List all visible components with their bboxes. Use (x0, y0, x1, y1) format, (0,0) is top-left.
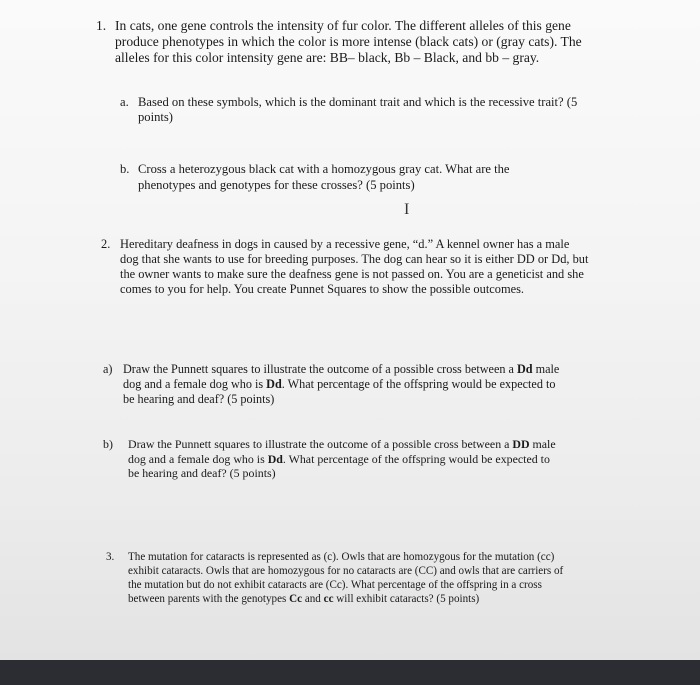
question-1-text: In cats, one gene controls the intensity of fur color. The different alleles of this gene produce phenotypes in which the color is more intense (black cats) or (gray cats). The alleles for this color intensity gene are: BB– black, Bb – Black, and bb – gray. (115, 18, 582, 66)
question-2b-label: b) (103, 437, 113, 451)
question-2b-genotype-2: Dd (267, 451, 283, 466)
question-1a-text: Based on these symbols, which is the dominant trait and which is the recessive trait? (5 points) (138, 95, 578, 124)
question-2b-text-part-2: male dog and a female dog who is (128, 437, 556, 466)
question-2a-text-part-1: Draw the Punnett squares to illustrate the outcome of a possible cross between a (123, 362, 517, 376)
question-2a (103, 362, 563, 406)
question-2b-text (128, 437, 563, 481)
question-1b-label: b. (120, 162, 130, 176)
question-3 (106, 551, 571, 607)
question-3-genotype-2: cc (323, 592, 334, 605)
question-1b-text: Cross a heterozygous black cat with a homozygous gray cat. What are the phenotypes and genotypes for these crosses? (5 points) (138, 162, 510, 192)
question-2b (103, 437, 563, 481)
question-2 (101, 237, 591, 297)
question-3-text-part-3: will exhibit cataracts? (5 points) (333, 592, 480, 605)
question-2a-genotype-1: Dd (516, 362, 533, 376)
question-2a-label: a) (103, 362, 113, 376)
question-2b-text-part-1: Draw the Punnett squares to illustrate the outcome of a possible cross between a (128, 437, 513, 451)
question-3-text-part-1: The mutation for cataracts is represented as (c). Owls that are homozygous for the mutation (cc) exhibit cataracts. Owls that are homozygous for no cataracts are (CC) and owls that are carriers of the mutation but do not exhibit cataracts are (Cc). What percentage of the offspring in a cross between parents with the genotypes (128, 551, 564, 605)
text-cursor-icon: I (404, 201, 410, 218)
question-1b (120, 162, 560, 193)
question-2a-genotype-2: Dd (266, 376, 282, 391)
question-2a-text-part-2: male dog and a female dog who is (123, 362, 560, 391)
question-2b-genotype-1: DD (512, 437, 530, 451)
question-2-number: 2. (101, 237, 111, 251)
question-3-genotype-1: Cc (289, 592, 303, 605)
question-1-number: 1. (96, 18, 107, 33)
question-2a-text-part-3: . What percentage of the offspring would be expected to be hearing and deaf? (5 points) (123, 376, 556, 406)
question-3-text-part-2: and (302, 592, 324, 605)
question-2a-text (123, 362, 563, 406)
question-3-text (128, 551, 571, 607)
question-1a-label: a. (120, 95, 129, 109)
question-1 (96, 18, 596, 67)
question-2b-text-part-3: . What percentage of the offspring would be expected to be hearing and deaf? (5 points) (128, 451, 550, 480)
question-3-number: 3. (106, 551, 115, 563)
question-1a (120, 95, 600, 125)
question-2-text: Hereditary deafness in dogs in caused by a recessive gene, “d.” A kennel owner has a male dog that she wants to use for breeding purposes. The dog can hear so it is either DD or Dd, but the owner wants to make sure the deafness gene is not passed on. You are a geneticist and she comes to you for help. You create Punnet Squares to show the possible outcomes. (120, 237, 589, 296)
